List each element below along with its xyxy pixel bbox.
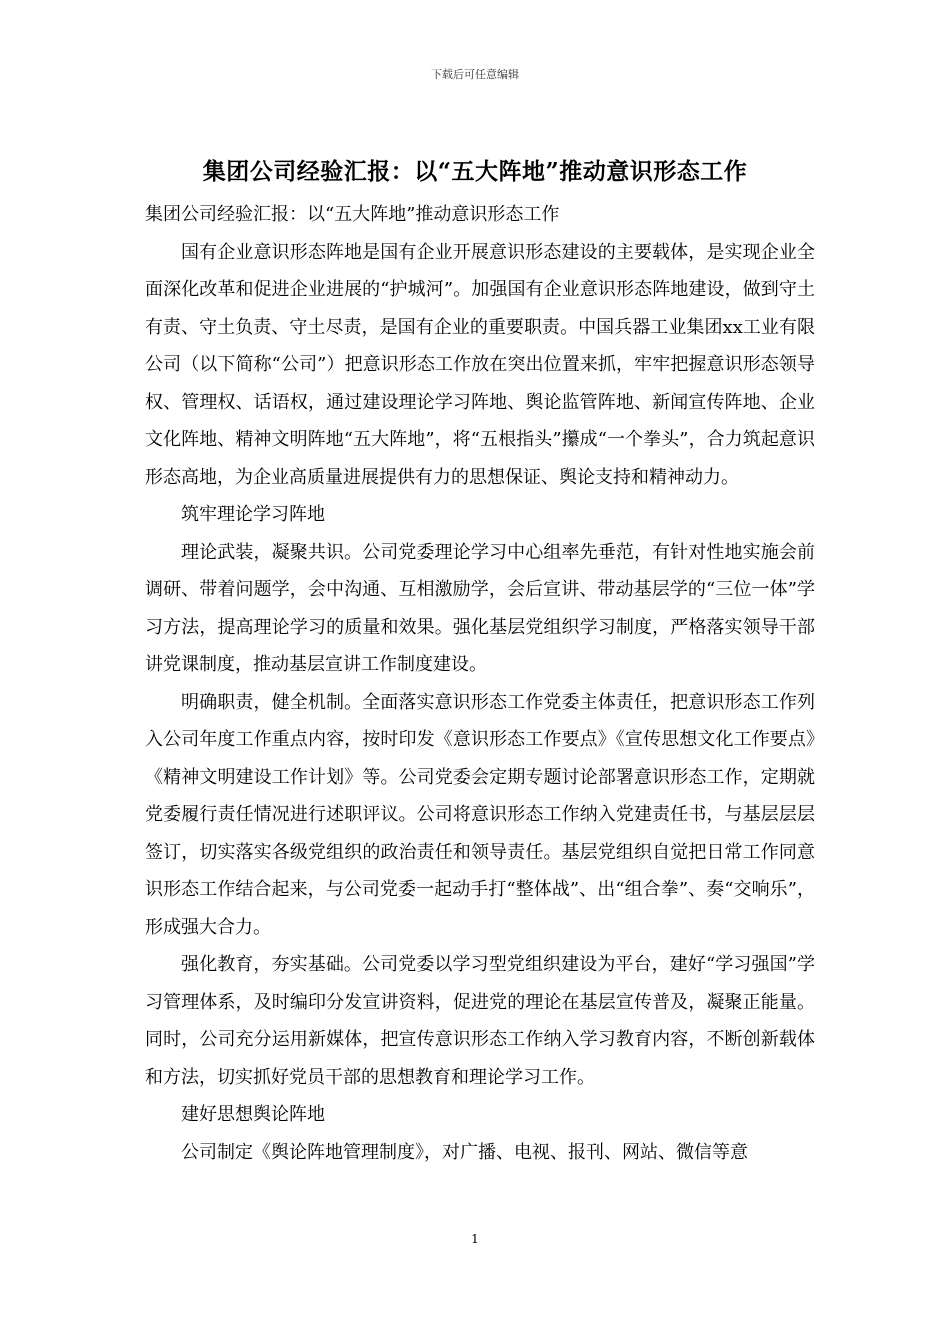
page-number: 1 <box>471 1232 479 1246</box>
section-heading-public-opinion: 建好思想舆论阵地 <box>181 1104 325 1125</box>
page-header-note: 下载后可任意编辑 <box>431 68 519 81</box>
intro-paragraph: 国有企业意识形态阵地是国有企业开展意识形态建设的主要载体，是实现企业全面深化改革和促进企业进展的“护城河”。加强国有企业意识形态阵地建设，做到守土有责、守土负责、守土尽责，是国有企业的重要职责。中国兵器工业集团xx工业有限公司（以下简称“公司”）把意识形态工作放在突出位置来抓，牢牢把握意识形态领导权、管理权、话语权，通过建设理论学习阵地、舆论监管阵地、新闻宣传阵地、企业文化阵地、精神文明阵地“五大阵地”，将“五根指头”攥成“一个拳头”，合力筑起意识形态高地，为企业高质量进展提供有力的思想保证、舆论支持和精神动力。 <box>145 241 815 488</box>
paragraph-clarify-duties: 明确职责，健全机制。全面落实意识形态工作党委主体责任，把意识形态工作列入公司年度工作重点内容，按时印发《意识形态工作要点》《宣传思想文化工作要点》《精神文明建设工作计划》等。公司党委会定期专题讨论部署意识形态工作，定期就党委履行责任情况进行述职评议。公司将意识形态工作纳入党建责任书，与基层层层签订，切实落实各级党组织的政治责任和领导责任。基层党组织自觉把日常工作同意识形态工作结合起来，与公司党委一起动手打“整体战”、出“组合拳”、奏“交响乐”，形成强大合力。 <box>145 691 815 938</box>
document-body <box>145 196 815 1171</box>
paragraph-strengthen-education: 强化教育，夯实基础。公司党委以学习型党组织建设为平台，建好“学习强国”学习管理体系，及时编印分发宣讲资料，促进党的理论在基层宣传普及，凝聚正能量。同时，公司充分运用新媒体，把宣传意识形态工作纳入学习教育内容，不断创新载体和方法，切实抓好党员干部的思想教育和理论学习工作。 <box>145 954 815 1088</box>
paragraph-theory-armament: 理论武装，凝聚共识。公司党委理论学习中心组率先垂范，有针对性地实施会前调研、带着问题学，会中沟通、互相激励学，会后宣讲、带动基层学的“三位一体”学习方法，提高理论学习的质量和效果。强化基层党组织学习制度，严格落实领导干部讲党课制度，推动基层宣讲工作制度建设。 <box>145 541 815 675</box>
section-heading-theory-study: 筑牢理论学习阵地 <box>181 504 325 525</box>
document-subtitle: 集团公司经验汇报：以“五大阵地”推动意识形态工作 <box>145 204 560 225</box>
paragraph-opinion-management: 公司制定《舆论阵地管理制度》，对广播、电视、报刊、网站、微信等意 <box>181 1141 748 1163</box>
document-title: 集团公司经验汇报：以“五大阵地”推动意识形态工作 <box>202 158 748 185</box>
